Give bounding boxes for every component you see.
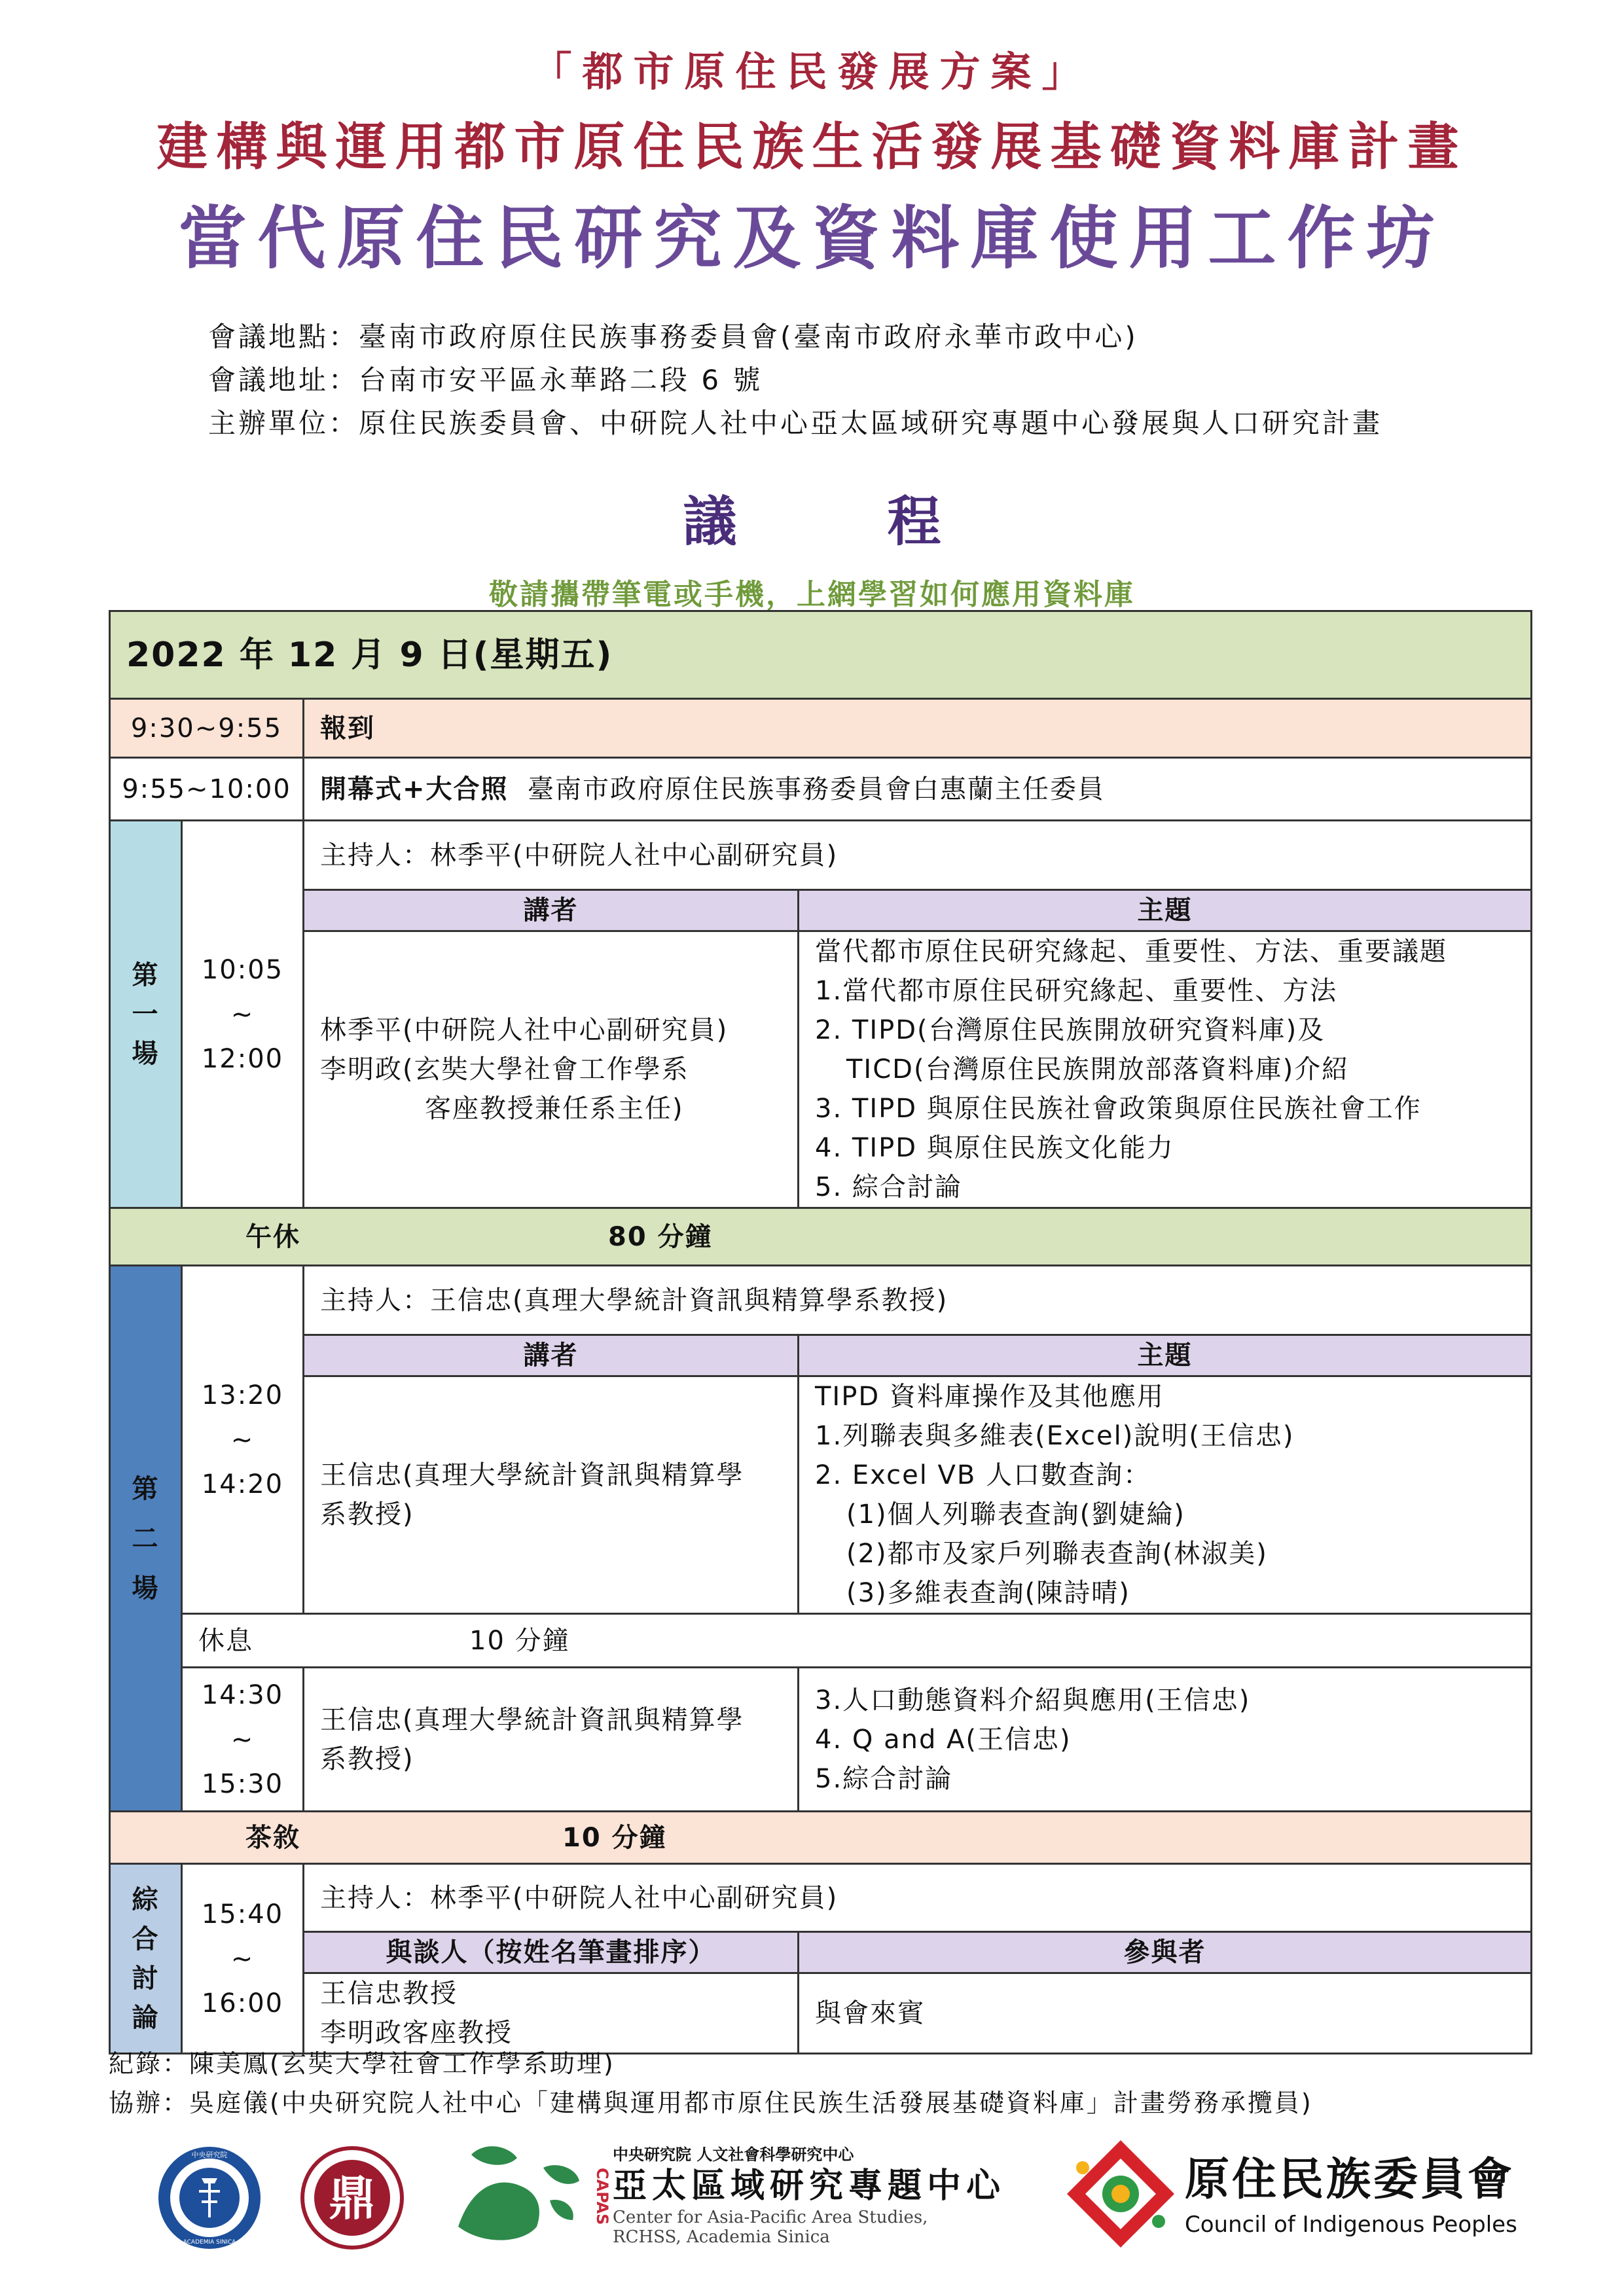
tea-duration: 10 分鐘 — [562, 1822, 667, 1853]
break-row — [182, 1614, 1532, 1668]
session1-speaker-header: 講者 — [304, 890, 799, 931]
session3-host: 主持人：林季平(中研院人社中心副研究員) — [304, 1864, 1532, 1932]
address-line: 會議地址：台南市安平區永華路二段 6 號 — [208, 364, 763, 396]
session3-label: 綜 合 討 論 — [110, 1864, 182, 2054]
assistant-line: 協辦：吳庭儀(中央研究院人社中心「建構與運用都市原住民族生活發展基礎資料庫」計畫勞務承攬員) — [109, 2089, 1313, 2117]
date-row: 2022 年 12 月 9 日(星期五) — [110, 611, 1532, 699]
opening-time: 9:55~10:00 — [110, 758, 304, 821]
opening-label: 開幕式+大合照 — [320, 774, 509, 804]
event-series-title: 「都市原住民發展方案」 — [531, 48, 1093, 96]
session2-topics2: 3.人口動態資料介紹與應用(王信忠) 4. Q and A(王信忠) 5.綜合討論 — [799, 1668, 1532, 1812]
notice: 敬請攜帶筆電或手機，上網學習如何應用資料庫 — [489, 578, 1135, 611]
session3-panelists: 王信忠教授 李明政客座教授 — [304, 1973, 799, 2054]
session1-label: 第 一 場 — [110, 821, 182, 1208]
registration-time: 9:30~9:55 — [110, 699, 304, 758]
session2-topics: TIPD 資料庫操作及其他應用 1.列聯表與多維表(Excel)說明(王信忠) 2. Excel VB 人口數查詢： (1)個人列聯表查詢(劉婕綸) (2)都市及家戶列聯表查詢(林淑美) (3)多維表查詢(陳詩晴) — [799, 1376, 1532, 1614]
session1-topic-header: 主題 — [799, 890, 1532, 931]
organizer-line: 主辦單位：原住民族委員會、中研院人社中心亞太區域研究專題中心發展與人口研究計畫 — [208, 407, 1383, 439]
opening-cell — [304, 758, 1532, 821]
svg-text:中央研究院: 中央研究院 — [191, 2151, 228, 2159]
agenda-char-1: 議 — [683, 491, 737, 553]
lunch-duration: 80 分鐘 — [608, 1221, 713, 1252]
session1-time: 10:05 ~ 12:00 — [182, 821, 304, 1208]
session2-speakers2: 王信忠(真理大學統計資訊與精算學 系教授) — [304, 1668, 799, 1812]
svg-text:ACADEMIA SINICA: ACADEMIA SINICA — [183, 2239, 236, 2246]
recorder-line: 紀錄：陳美鳳(玄奘大學社會工作學系助理) — [109, 2049, 615, 2078]
session3-panel-header: 與談人（按姓名筆畫排序） — [304, 1932, 799, 1973]
agenda-char-2: 程 — [887, 491, 941, 553]
lunch-label: 午休 — [245, 1221, 300, 1252]
break-duration: 10 分鐘 — [469, 1625, 570, 1656]
svg-text:CAPAS: CAPAS — [593, 2168, 611, 2225]
session2-time: 13:20 ~ 14:20 — [182, 1266, 304, 1614]
academia-sinica-logo — [156, 2144, 263, 2254]
project-title: 建構與運用都市原住民族生活發展基礎資料庫計畫 — [156, 118, 1468, 177]
registration-label: 報到 — [304, 699, 1532, 758]
session2-time2: 14:30 ~ 15:30 — [182, 1668, 304, 1812]
svg-text:鼎: 鼎 — [328, 2170, 376, 2226]
session2-speaker-header: 講者 — [304, 1335, 799, 1376]
tea-row — [110, 1812, 1532, 1864]
tea-label: 茶敘 — [245, 1822, 300, 1853]
session3-participants: 與會來賓 — [799, 1973, 1532, 2054]
session3-participant-header: 參與者 — [799, 1932, 1532, 1973]
session2-label: 第 二 場 — [110, 1266, 182, 1812]
session1-topics: 當代都市原住民研究緣起、重要性、方法、重要議題 1.當代都市原住民研究緣起、重要性、方法 2. TIPD(台灣原住民族開放研究資料庫)及 TICD(台灣原住民族開放部落資料庫)介紹 3. TIPD 與原住民族社會政策與原住民族社會工作 4. TIPD 與原住民族文化能力 5. 綜合討論 — [799, 931, 1532, 1208]
workshop-title: 當代原住民研究及資料庫使用工作坊 — [178, 198, 1446, 278]
agenda-table — [109, 610, 1532, 2054]
session1-host: 主持人：林季平(中研院人社中心副研究員) — [304, 821, 1532, 890]
capas-logo — [445, 2128, 609, 2262]
venue-line: 會議地點：臺南市政府原住民族事務委員會(臺南市政府永華市政中心) — [208, 321, 1138, 353]
rchss-logo — [300, 2144, 405, 2254]
agenda-heading — [0, 479, 1624, 556]
lunch-row — [110, 1208, 1532, 1266]
session2-speakers: 王信忠(真理大學統計資訊與精算學 系教授) — [304, 1376, 799, 1614]
session2-host: 主持人：王信忠(真理大學統計資訊與精算學系教授) — [304, 1266, 1532, 1335]
capas-text: 中央研究院 人文社會科學研究中心 亞太區域研究專題中心 Center for Asia-Pacific Area Studies, RCHSS, Academia Sinica — [613, 2145, 1006, 2247]
session3-time: 15:40 ~ 16:00 — [182, 1864, 304, 2054]
opening-detail: 臺南市政府原住民族事務委員會白惠蘭主任委員 — [527, 774, 1105, 804]
cip-text: 原住民族委員會 Council of Indigenous Peoples — [1185, 2154, 1517, 2238]
session2-topic-header: 主題 — [799, 1335, 1532, 1376]
break-label: 休息 — [198, 1625, 253, 1656]
session1-speakers: 林季平(中研院人社中心副研究員) 李明政(玄奘大學社會工作學系 客座教授兼任系主任) — [304, 931, 799, 1208]
cip-emblem — [1063, 2136, 1178, 2254]
